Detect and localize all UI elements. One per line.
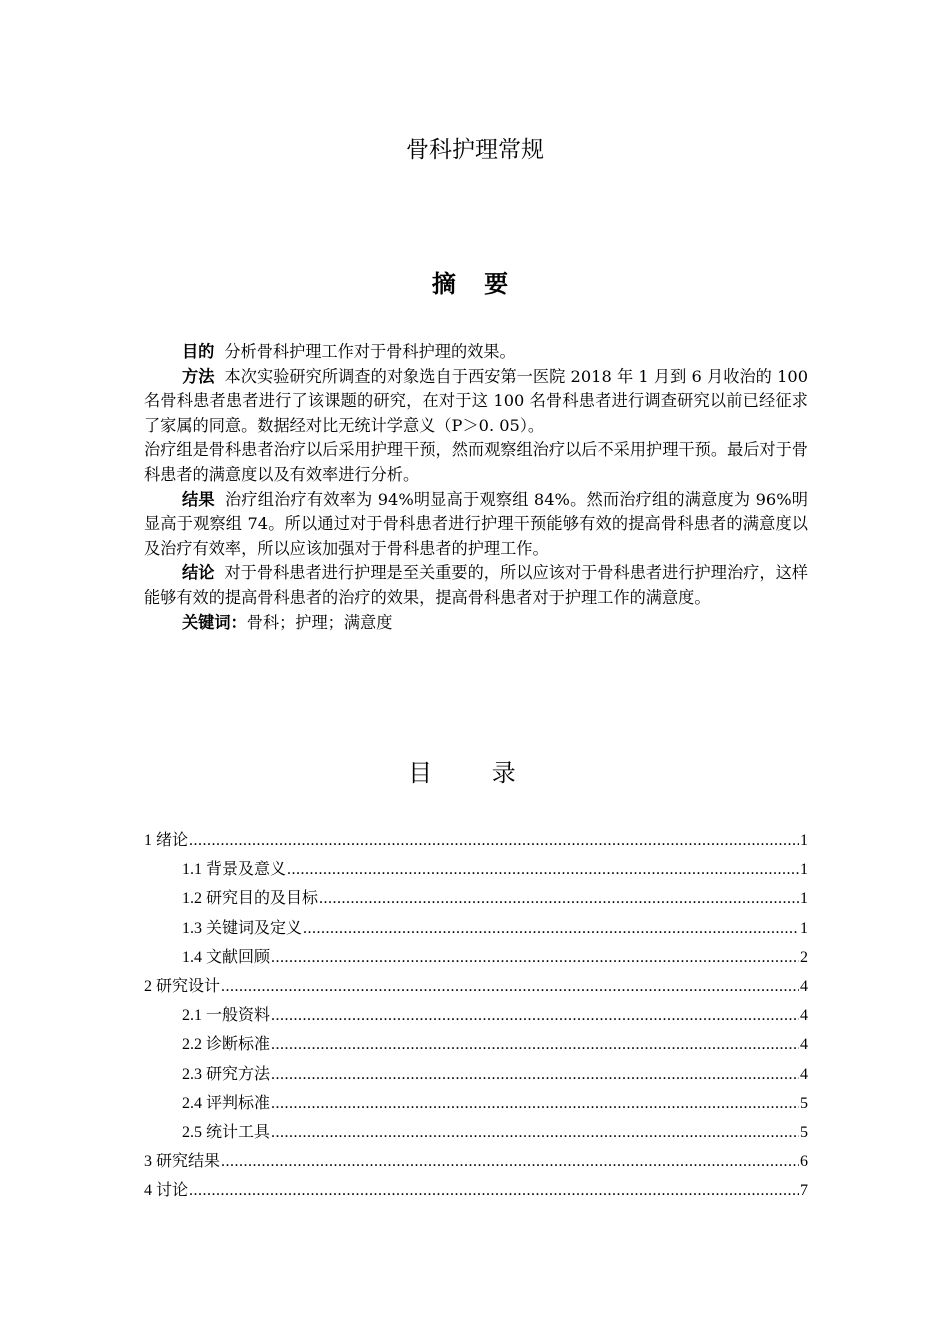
toc-leader-dots (189, 826, 799, 855)
toc-entry[interactable] (144, 1176, 808, 1205)
toc-entry-title: 4 讨论 (144, 1182, 189, 1200)
toc-entry-title: 2.4 评判标准 (182, 1094, 271, 1112)
result-label: 结果 (182, 489, 215, 509)
toc-leader-dots (271, 1089, 799, 1118)
abstract-result (144, 488, 808, 562)
keywords-text: 骨科；护理；满意度 (246, 612, 393, 632)
toc-entry[interactable] (144, 1030, 808, 1059)
toc-entry-page: 7 (800, 1182, 808, 1200)
abstract-method (144, 365, 808, 439)
toc-entry-title: 1.1 背景及意义 (182, 861, 287, 879)
toc-entry-title: 1 绪论 (144, 832, 189, 849)
toc-entry[interactable] (144, 1060, 808, 1089)
toc-entry-page: 1 (800, 919, 808, 937)
toc-entry-page: 1 (800, 832, 808, 849)
toc-leader-dots (221, 972, 799, 1001)
toc-heading: 目 录 (408, 759, 542, 787)
method-label: 方法 (182, 366, 215, 386)
toc-entry-page: 5 (800, 1094, 808, 1112)
toc-entry[interactable] (144, 1118, 808, 1147)
toc-entry[interactable] (144, 855, 808, 884)
abstract-method-continued (144, 438, 808, 487)
toc-entry-page: 6 (800, 1153, 808, 1171)
toc-entry-title: 2.3 研究方法 (182, 1065, 271, 1083)
toc-leader-dots (189, 1176, 799, 1205)
toc-entry-page: 1 (800, 861, 808, 879)
conclusion-text: 对于骨科患者进行护理是至关重要的，所以应该对于骨科患者进行护理治疗，这样能够有效的提高骨科患者的治疗的效果，提高骨科患者对于护理工作的满意度。 (144, 563, 808, 607)
toc-leader-dots (303, 914, 799, 943)
toc-leader-dots (271, 943, 799, 972)
toc-entry-title: 2.5 统计工具 (182, 1123, 271, 1141)
toc-entry-page: 4 (800, 1036, 808, 1054)
toc-entry-title: 1.3 关键词及定义 (182, 919, 303, 937)
toc-leader-dots (319, 884, 799, 913)
toc-entry[interactable] (144, 972, 808, 1001)
abstract-body (144, 340, 808, 635)
toc-entry-page: 2 (800, 948, 808, 966)
abstract-purpose (144, 340, 808, 365)
toc-entry[interactable] (144, 1001, 808, 1030)
toc-entry[interactable] (144, 943, 808, 972)
table-of-contents (144, 826, 808, 1205)
toc-leader-dots (271, 1001, 799, 1030)
method-text: 本次实验研究所调查的对象选自于西安第一医院 2018 年 1 月到 6 月收治的 100 名骨科患者患者进行了该课题的研究，在对于这 100 名骨科患者进行调查研究以前已经征求了家属的同意。数据经对比无统计学意义（P＞0. 05）。 (144, 366, 808, 435)
toc-entry-title: 1.2 研究目的及目标 (182, 890, 319, 908)
toc-entry-page: 1 (800, 890, 808, 908)
toc-entry-page: 4 (800, 1007, 808, 1025)
abstract-conclusion (144, 561, 808, 610)
toc-leader-dots (287, 855, 799, 884)
conclusion-label: 结论 (182, 563, 215, 583)
toc-entry-title: 2.1 一般资料 (182, 1007, 271, 1025)
abstract-heading: 摘 要 (431, 270, 519, 298)
toc-entry-page: 5 (800, 1123, 808, 1141)
method-text-2: 治疗组是骨科患者治疗以后采用护理干预，然而观察组治疗以后不采用护理干预。最后对于骨科患者的满意度以及有效率进行分析。 (144, 440, 808, 484)
toc-entry-page: 4 (800, 1065, 808, 1083)
document-title: 骨科护理常规 (406, 137, 544, 163)
keywords-label: 关键词： (182, 612, 247, 632)
abstract-keywords (144, 611, 808, 636)
toc-leader-dots (271, 1030, 799, 1059)
toc-entry[interactable] (144, 1089, 808, 1118)
result-text: 治疗组治疗有效率为 94%明显高于观察组 84%。然而治疗组的满意度为 96%明显高于观察组 74。所以通过对于骨科患者进行护理干预能够有效的提高骨科患者的满意度以及治疗有效率，所以应该加强对于骨科患者的护理工作。 (144, 489, 808, 558)
toc-leader-dots (271, 1060, 799, 1089)
toc-leader-dots (271, 1118, 799, 1147)
toc-entry[interactable] (144, 1147, 808, 1176)
purpose-label: 目的 (182, 342, 215, 361)
toc-entry-title: 1.4 文献回顾 (182, 948, 271, 966)
toc-entry-title: 3 研究结果 (144, 1153, 221, 1171)
purpose-text: 分析骨科护理工作对于骨科护理的效果。 (224, 342, 516, 361)
toc-entry-title: 2.2 诊断标准 (182, 1036, 271, 1054)
toc-leader-dots (221, 1147, 799, 1176)
toc-entry-page: 4 (800, 977, 808, 995)
toc-entry[interactable] (144, 884, 808, 913)
toc-entry[interactable] (144, 826, 808, 855)
toc-entry[interactable] (144, 914, 808, 943)
toc-entry-title: 2 研究设计 (144, 977, 221, 995)
